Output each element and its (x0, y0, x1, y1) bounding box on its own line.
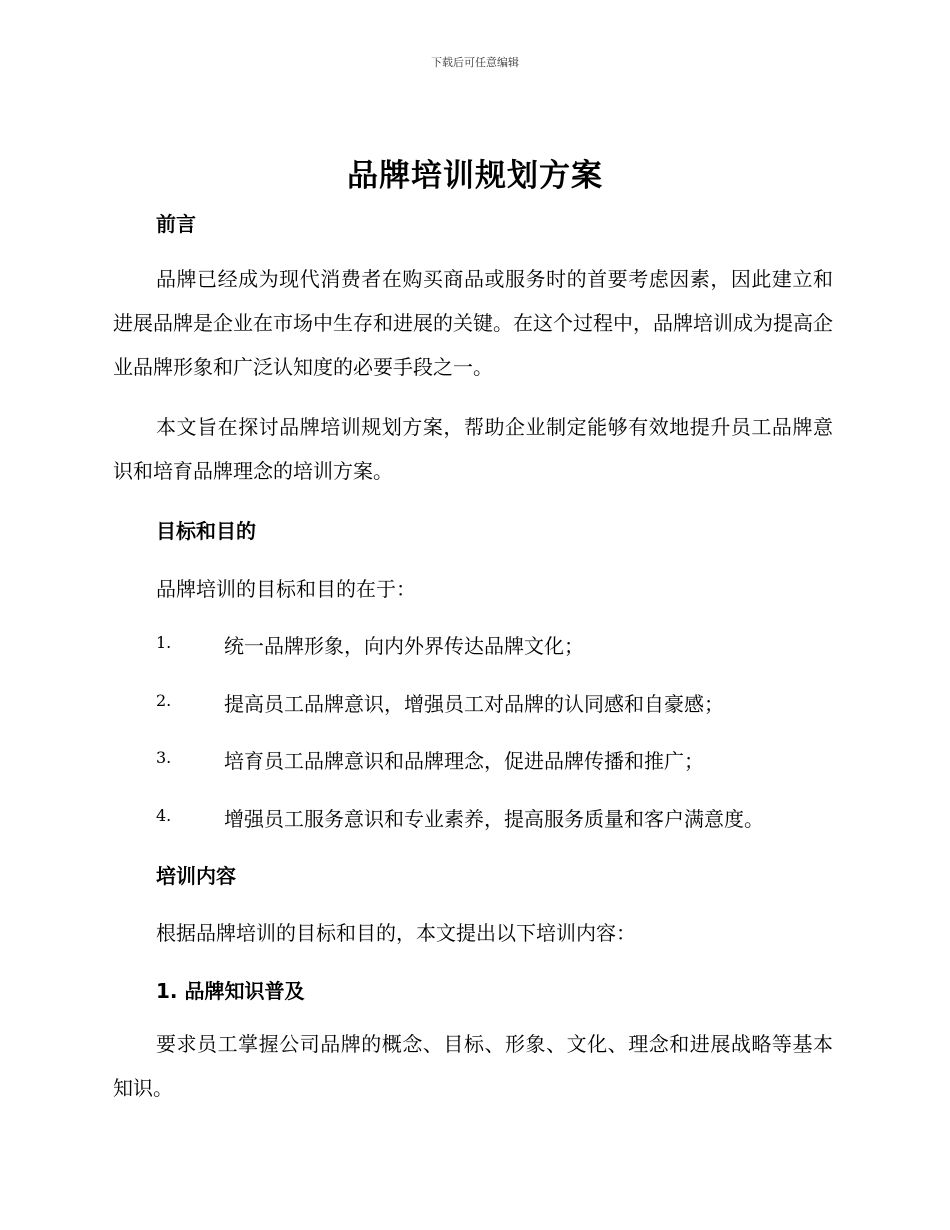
list-item-number: 1. (156, 633, 172, 652)
section-heading-goals: 目标和目的 (156, 519, 256, 543)
content-intro: 根据品牌培训的目标和目的，本文提出以下培训内容： (156, 921, 636, 945)
goals-intro: 品牌培训的目标和目的在于： (156, 577, 416, 601)
list-item-number: 3. (156, 748, 172, 767)
list-item-text: 增强员工服务意识和专业素养，提高服务质量和客户满意度。 (224, 807, 764, 831)
list-item-text: 培育员工品牌意识和品牌理念，促进品牌传播和推广； (224, 749, 704, 773)
preface-paragraph-2-block (113, 405, 833, 493)
preface-heading-block (113, 208, 833, 237)
list-item-number: 2. (156, 691, 172, 710)
subsection-heading-block (113, 975, 833, 1004)
document-title: 品牌培训规划方案 (347, 158, 603, 194)
preface-paragraph-1: 品牌已经成为现代消费者在购买商品或服务时的首要考虑因素，因此建立和进展品牌是企业在市场中生存和进展的关键。在这个过程中，品牌培训成为提高企业品牌形象和广泛认知度的必要手段之一。 (113, 267, 833, 379)
content-intro-block (113, 917, 833, 946)
subsection-paragraph-block (113, 1022, 833, 1110)
list-item-text: 提高员工品牌意识，增强员工对品牌的认同感和自豪感； (224, 692, 724, 716)
list-item-number: 4. (156, 806, 172, 825)
content-heading-block (113, 860, 833, 889)
goals-intro-block (113, 573, 833, 602)
list-item-text: 统一品牌形象，向内外界传达品牌文化； (224, 634, 584, 658)
section-heading-content: 培训内容 (156, 864, 236, 888)
preface-paragraph-1-block (113, 257, 833, 389)
goals-heading-block (113, 515, 833, 544)
section-heading-preface: 前言 (156, 212, 196, 236)
subsection-heading-brand-knowledge: 1. 品牌知识普及 (156, 979, 305, 1003)
subsection-paragraph-brand-knowledge: 要求员工掌握公司品牌的概念、目标、形象、文化、理念和进展战略等基本知识。 (113, 1032, 833, 1100)
preface-paragraph-2: 本文旨在探讨品牌培训规划方案，帮助企业制定能够有效地提升员工品牌意识和培育品牌理念的培训方案。 (113, 415, 833, 483)
page-header: 下载后可任意编辑 (431, 56, 519, 69)
